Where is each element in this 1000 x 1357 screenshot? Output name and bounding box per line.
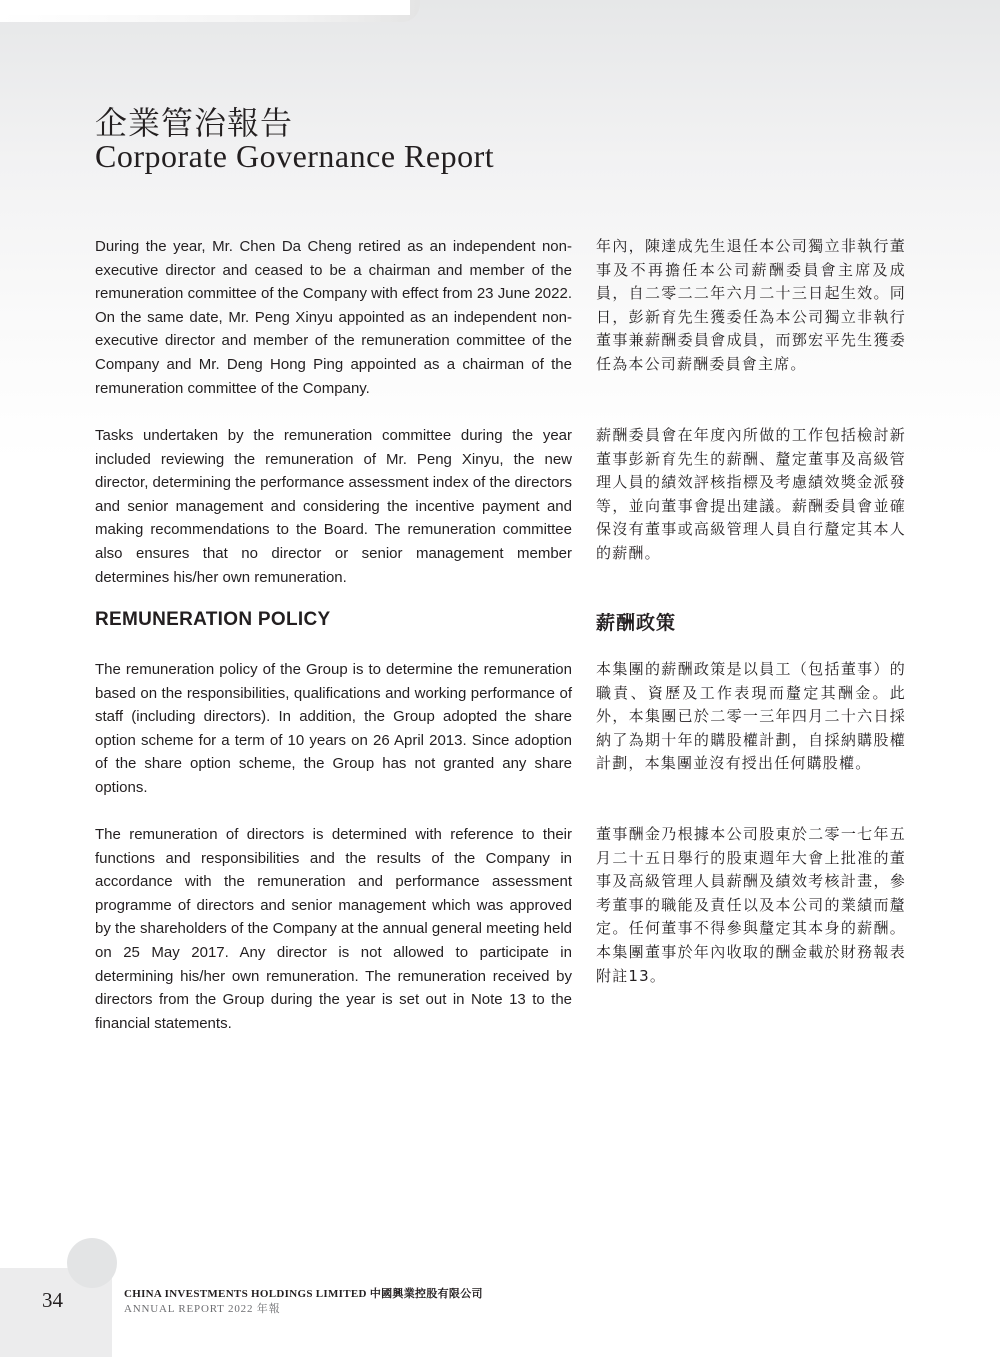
footer-report-label: ANNUAL REPORT 2022 年報: [124, 1303, 281, 1315]
paragraph-policy-en: The remuneration policy of the Group is to determine the remuneration based on the responsibilities, qualifications and working performance of staff (including directors). In addition, the Group adopted the share option scheme for a term of 10 years on 26 April 2013. Since adoption of the share option scheme, the Group has not granted any share options.: [95, 661, 572, 796]
paragraph-policy-zh: 本集團的薪酬政策是以員工（包括董事）的職責、資歷及工作表現而釐定其酬金。此外，本集團已於二零一三年四月二十六日採納了為期十年的購股權計劃，自採納購股權計劃，本集團並沒有授出任何購股權。: [596, 660, 906, 773]
section-heading-zh: 薪酬政策: [596, 612, 677, 634]
page-number: 34: [42, 1288, 63, 1312]
paragraph-director-remuneration-en: The remuneration of directors is determined with reference to their functions and responsibilities and the results of the Company in accordance with the remuneration and performance assessment programme of directors and senior management which was approved by the shareholders of the Company at the annual general meeting held on 25 May 2017. Any director is not allowed to participate in determining his/her own remuneration. The remuneration received by directors from the Group during the year is set out in Note 13 to the financial statements.: [95, 826, 572, 1032]
paragraph-committee-tasks-en: Tasks undertaken by the remuneration committee during the year included reviewing the remuneration of Mr. Peng Xinyu, the new director, determining the performance assessment index of the directors and senior management and considering the incentive payment and making recommendations to the Board. The remuneration committee also ensures that no director or senior management member determines his/her own remuneration.: [95, 427, 572, 586]
header-decoration-cutout: [0, 0, 410, 15]
paragraph-committee-changes-zh: 年內，陳達成先生退任本公司獨立非執行董事及不再擔任本公司薪酬委員會主席及成員，自二零二二年六月二十三日起生效。同日，彭新育先生獲委任為本公司獨立非執行董事兼薪酬委員會成員，而鄧宏平先生獲委任為本公司薪酬委員會主席。: [596, 237, 906, 373]
footer-company-name: CHINA INVESTMENTS HOLDINGS LIMITED 中國興業控股有限公司: [124, 1288, 483, 1300]
paragraph-committee-changes-en: During the year, Mr. Chen Da Cheng retired as an independent non-executive director and ceased to be a chairman and member of the remuneration committee of the Company with effect from 23 June 2022. On the same date, Mr. Peng Xinyu appointed as an independent non-executive director and member of the remuneration committee of the Company and Mr. Deng Hong Ping appointed as a chairman of the remuneration committee of the Company.: [95, 238, 572, 397]
page-title-en: Corporate Governance Report: [95, 138, 495, 174]
footer-circle-decoration: [67, 1238, 117, 1288]
paragraph-committee-tasks-zh: 薪酬委員會在年度內所做的工作包括檢討新董事彭新育先生的薪酬、釐定董事及高級管理人員的績效評核指標及考慮績效獎金派發等，並向董事會提出建議。薪酬委員會並確保沒有董事或高級管理人員自行釐定其本人的薪酬。: [596, 426, 906, 562]
paragraph-director-remuneration-zh: 董事酬金乃根據本公司股東於二零一七年五月二十五日舉行的股東週年大會上批准的董事及高級管理人員薪酬及績效考核計畫，參考董事的職能及責任以及本公司的業績而釐定。任何董事不得參與釐定其本身的薪酬。本集團董事於年內收取的酬金載於財務報表附註13。: [596, 825, 906, 985]
section-heading-en: REMUNERATION POLICY: [95, 609, 331, 630]
page-title-zh: 企業管治報告: [95, 104, 294, 142]
